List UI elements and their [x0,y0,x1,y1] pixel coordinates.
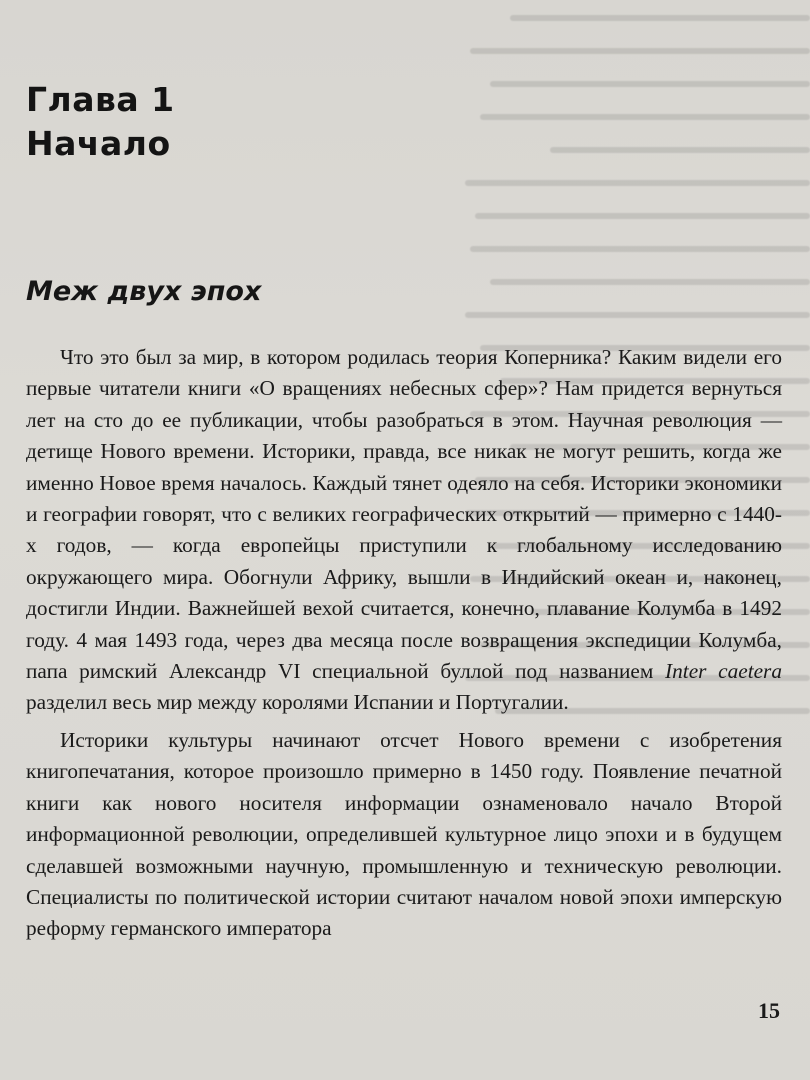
chapter-heading [26,78,175,166]
section-title: Меж двух эпох [26,276,262,307]
paragraph-1-italic-title: Inter caetera [665,659,782,684]
paragraph-2: Историки культуры начинают отсчет Нового времени с изобретения книгопечатания, которое произошло примерно в 1450 году. Появление печатной книги как нового носителя информации ознаменовало начало Второй информационной революции, определившей культурное лицо эпохи и в будущем сделавшей возможными научную, промышленную и техническую революции. Специалисты по политической истории считают началом новой эпохи имперскую реформу германского императора [26,727,782,941]
chapter-title: Начало [26,124,171,163]
paragraph-1-text: Что это был за мир, в котором родилась теория Коперника? Каким видели его первые читатели книги «О вращениях небесных сфер»? Нам придется вернуться лет на сто до ее публикации, чтобы разобраться в этом. Научная революция — детище Нового времени. Историки, правда, все никак не могут решить, когда же именно Новое время началось. Каждый тянет одеяло на себя. Историки экономики и географии говорят, что с великих географических открытий — примерно с 1440-х годов, — когда европейцы приступили к глобальному исследованию окружающего мира. Обогнули Африку, вышли в Индийский океан и, наконец, достигли Индии. Важнейшей вехой считается, конечно, плавание Колумба в 1492 году. 4 мая 1493 года, через два месяца после возвращения экспедиции Колумба, папа римский Александр VI специальной буллой под названием [26,345,782,684]
body-text [26,342,782,945]
paragraph-1 [26,342,782,719]
page-number: 15 [758,998,780,1023]
chapter-number: Глава 1 [26,80,175,119]
paragraph-1-text-end: разделил весь мир между королями Испании и Португалии. [26,690,569,715]
